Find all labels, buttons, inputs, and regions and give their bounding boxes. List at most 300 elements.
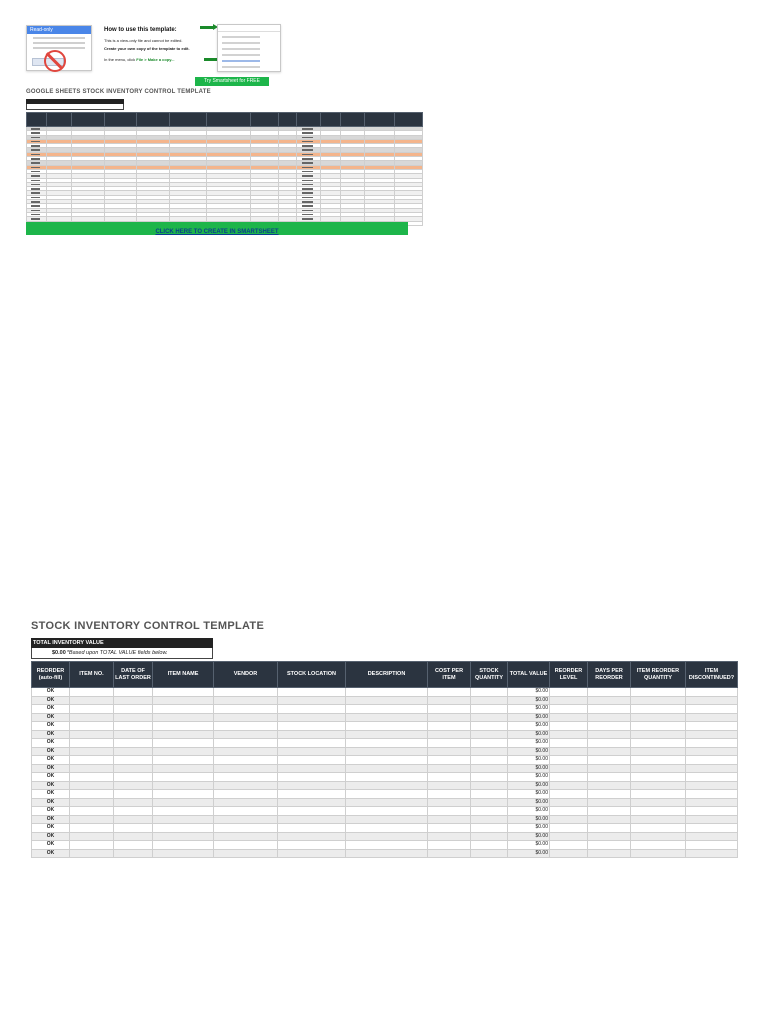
table-cell[interactable] [214, 739, 278, 748]
total-value-cell[interactable]: $0.00 [508, 798, 550, 807]
total-value-cell[interactable]: $0.00 [508, 773, 550, 782]
table-cell[interactable] [588, 756, 631, 765]
table-cell[interactable] [631, 713, 686, 722]
table-cell[interactable] [588, 824, 631, 833]
table-cell[interactable] [214, 756, 278, 765]
total-value-cell[interactable]: $0.00 [508, 730, 550, 739]
table-cell[interactable] [70, 807, 114, 816]
table-cell[interactable] [153, 756, 214, 765]
table-cell[interactable] [471, 705, 508, 714]
table-cell[interactable] [214, 688, 278, 697]
table-cell[interactable] [686, 696, 738, 705]
table-cell[interactable] [346, 722, 428, 731]
table-cell[interactable] [114, 798, 153, 807]
reorder-status-cell[interactable]: OK [32, 790, 70, 799]
table-cell[interactable] [114, 781, 153, 790]
table-cell[interactable] [631, 790, 686, 799]
column-header[interactable]: REORDER LEVEL [550, 662, 588, 688]
total-value-cell[interactable]: $0.00 [508, 832, 550, 841]
reorder-status-cell[interactable]: OK [32, 756, 70, 765]
table-cell[interactable] [588, 781, 631, 790]
table-cell[interactable] [214, 841, 278, 850]
table-cell[interactable] [346, 739, 428, 748]
table-cell[interactable] [346, 798, 428, 807]
table-cell[interactable] [550, 764, 588, 773]
column-header[interactable]: STOCK QUANTITY [471, 662, 508, 688]
reorder-status-cell[interactable]: OK [32, 815, 70, 824]
table-cell[interactable] [70, 747, 114, 756]
table-cell[interactable] [114, 790, 153, 799]
table-cell[interactable] [153, 696, 214, 705]
table-cell[interactable] [214, 849, 278, 858]
table-cell[interactable] [346, 773, 428, 782]
table-cell[interactable] [346, 747, 428, 756]
table-cell[interactable] [114, 722, 153, 731]
table-cell[interactable] [153, 832, 214, 841]
table-cell[interactable] [631, 773, 686, 782]
table-cell[interactable] [278, 739, 346, 748]
table-cell[interactable] [214, 824, 278, 833]
table-cell[interactable] [278, 764, 346, 773]
table-cell[interactable] [153, 773, 214, 782]
table-cell[interactable] [153, 815, 214, 824]
table-cell[interactable] [278, 730, 346, 739]
table-cell[interactable] [686, 824, 738, 833]
reorder-status-cell[interactable]: OK [32, 730, 70, 739]
table-cell[interactable] [346, 696, 428, 705]
reorder-status-cell[interactable]: OK [32, 832, 70, 841]
reorder-status-cell[interactable]: OK [32, 781, 70, 790]
table-cell[interactable] [631, 824, 686, 833]
total-value-cell[interactable]: $0.00 [508, 849, 550, 858]
table-cell[interactable] [153, 781, 214, 790]
table-cell[interactable] [550, 756, 588, 765]
table-cell[interactable] [70, 739, 114, 748]
table-cell[interactable] [686, 705, 738, 714]
table-cell[interactable] [550, 790, 588, 799]
column-header[interactable]: COST PER ITEM [428, 662, 471, 688]
table-cell[interactable] [686, 773, 738, 782]
column-header[interactable]: STOCK LOCATION [278, 662, 346, 688]
total-value-cell[interactable]: $0.00 [508, 739, 550, 748]
table-cell[interactable] [686, 756, 738, 765]
table-cell[interactable] [588, 747, 631, 756]
table-cell[interactable] [471, 722, 508, 731]
table-cell[interactable] [631, 764, 686, 773]
table-cell[interactable] [686, 688, 738, 697]
table-cell[interactable] [278, 713, 346, 722]
column-header[interactable]: VENDOR [214, 662, 278, 688]
table-cell[interactable] [588, 696, 631, 705]
table-cell[interactable] [278, 798, 346, 807]
table-cell[interactable] [471, 730, 508, 739]
table-cell[interactable] [70, 688, 114, 697]
reorder-status-cell[interactable]: OK [32, 713, 70, 722]
reorder-status-cell[interactable]: OK [32, 747, 70, 756]
table-cell[interactable] [70, 841, 114, 850]
table-cell[interactable] [428, 688, 471, 697]
table-cell[interactable] [114, 773, 153, 782]
table-cell[interactable] [550, 747, 588, 756]
table-cell[interactable] [70, 705, 114, 714]
table-cell[interactable] [428, 807, 471, 816]
table-cell[interactable] [631, 747, 686, 756]
column-header[interactable]: DAYS PER REORDER [588, 662, 631, 688]
table-cell[interactable] [278, 773, 346, 782]
table-cell[interactable] [686, 815, 738, 824]
table-cell[interactable] [153, 764, 214, 773]
reorder-status-cell[interactable]: OK [32, 824, 70, 833]
table-cell[interactable] [153, 790, 214, 799]
table-cell[interactable] [471, 807, 508, 816]
reorder-status-cell[interactable]: OK [32, 722, 70, 731]
column-header[interactable]: ITEM REORDER QUANTITY [631, 662, 686, 688]
total-value-cell[interactable]: $0.00 [508, 815, 550, 824]
table-cell[interactable] [428, 730, 471, 739]
table-cell[interactable] [214, 713, 278, 722]
table-cell[interactable] [471, 696, 508, 705]
table-cell[interactable] [114, 739, 153, 748]
reorder-status-cell[interactable]: OK [32, 841, 70, 850]
column-header[interactable]: DATE OF LAST ORDER [114, 662, 153, 688]
table-cell[interactable] [214, 832, 278, 841]
table-cell[interactable] [278, 849, 346, 858]
table-cell[interactable] [346, 764, 428, 773]
table-cell[interactable] [471, 688, 508, 697]
table-cell[interactable] [631, 722, 686, 731]
table-cell[interactable] [550, 824, 588, 833]
reorder-status-cell[interactable]: OK [32, 798, 70, 807]
table-cell[interactable] [70, 815, 114, 824]
table-cell[interactable] [70, 790, 114, 799]
column-header[interactable]: ITEM DISCONTINUED? [686, 662, 738, 688]
table-cell[interactable] [114, 807, 153, 816]
table-cell[interactable] [588, 849, 631, 858]
table-cell[interactable] [471, 790, 508, 799]
table-cell[interactable] [214, 790, 278, 799]
table-cell[interactable] [153, 841, 214, 850]
table-cell[interactable] [278, 756, 346, 765]
table-cell[interactable] [428, 781, 471, 790]
table-cell[interactable] [346, 781, 428, 790]
table-cell[interactable] [471, 841, 508, 850]
table-cell[interactable] [686, 790, 738, 799]
table-cell[interactable] [153, 730, 214, 739]
column-header[interactable]: TOTAL VALUE [508, 662, 550, 688]
table-cell[interactable] [588, 815, 631, 824]
table-cell[interactable] [631, 688, 686, 697]
table-cell[interactable] [153, 688, 214, 697]
table-cell[interactable] [278, 705, 346, 714]
table-cell[interactable] [278, 696, 346, 705]
table-cell[interactable] [278, 824, 346, 833]
table-cell[interactable] [214, 764, 278, 773]
table-cell[interactable] [70, 832, 114, 841]
try-smartsheet-button[interactable]: Try Smartsheet for FREE [195, 77, 269, 86]
table-cell[interactable] [471, 773, 508, 782]
reorder-status-cell[interactable]: OK [32, 696, 70, 705]
table-cell[interactable] [428, 798, 471, 807]
table-cell[interactable] [428, 832, 471, 841]
table-cell[interactable] [686, 730, 738, 739]
total-value-cell[interactable]: $0.00 [508, 764, 550, 773]
column-header[interactable]: DESCRIPTION [346, 662, 428, 688]
table-cell[interactable] [70, 713, 114, 722]
table-cell[interactable] [631, 841, 686, 850]
total-value-cell[interactable]: $0.00 [508, 781, 550, 790]
table-cell[interactable] [588, 722, 631, 731]
table-cell[interactable] [70, 798, 114, 807]
reorder-status-cell[interactable]: OK [32, 688, 70, 697]
table-cell[interactable] [631, 815, 686, 824]
table-cell[interactable] [70, 730, 114, 739]
total-value-cell[interactable]: $0.00 [508, 713, 550, 722]
table-cell[interactable] [114, 832, 153, 841]
table-cell[interactable] [471, 739, 508, 748]
table-cell[interactable] [114, 730, 153, 739]
table-cell[interactable] [153, 713, 214, 722]
table-cell[interactable] [114, 705, 153, 714]
table-cell[interactable] [471, 849, 508, 858]
table-cell[interactable] [550, 713, 588, 722]
table-cell[interactable] [153, 705, 214, 714]
table-cell[interactable] [346, 849, 428, 858]
table-cell[interactable] [588, 773, 631, 782]
table-cell[interactable] [686, 747, 738, 756]
table-cell[interactable] [686, 739, 738, 748]
table-cell[interactable] [471, 713, 508, 722]
column-header[interactable]: REORDER (auto-fill) [32, 662, 70, 688]
table-cell[interactable] [588, 807, 631, 816]
table-cell[interactable] [631, 781, 686, 790]
table-cell[interactable] [153, 739, 214, 748]
total-value-cell[interactable]: $0.00 [508, 756, 550, 765]
table-cell[interactable] [550, 841, 588, 850]
table-cell[interactable] [428, 824, 471, 833]
table-cell[interactable] [428, 705, 471, 714]
table-cell[interactable] [214, 773, 278, 782]
table-cell[interactable] [70, 781, 114, 790]
table-cell[interactable] [631, 730, 686, 739]
table-cell[interactable] [346, 841, 428, 850]
table-cell[interactable] [70, 849, 114, 858]
table-cell[interactable] [346, 824, 428, 833]
table-cell[interactable] [278, 781, 346, 790]
table-cell[interactable] [278, 722, 346, 731]
table-cell[interactable] [214, 696, 278, 705]
table-cell[interactable] [550, 696, 588, 705]
table-cell[interactable] [70, 764, 114, 773]
preview-title: GOOGLE SHEETS STOCK INVENTORY CONTROL TEMPLATE [26, 89, 211, 95]
table-cell[interactable] [588, 730, 631, 739]
table-cell[interactable] [631, 739, 686, 748]
table-cell[interactable] [153, 807, 214, 816]
table-cell[interactable] [631, 849, 686, 858]
table-cell[interactable] [214, 730, 278, 739]
table-cell[interactable] [346, 807, 428, 816]
table-cell[interactable] [114, 688, 153, 697]
table-cell[interactable] [278, 841, 346, 850]
table-cell[interactable] [114, 713, 153, 722]
table-cell[interactable] [70, 824, 114, 833]
table-cell[interactable] [588, 688, 631, 697]
table-cell[interactable] [278, 790, 346, 799]
table-cell[interactable] [588, 764, 631, 773]
table-cell[interactable] [686, 807, 738, 816]
table-cell[interactable] [153, 798, 214, 807]
table-cell[interactable] [114, 747, 153, 756]
table-cell[interactable] [631, 832, 686, 841]
table-cell[interactable] [471, 747, 508, 756]
table-cell[interactable] [214, 747, 278, 756]
table-cell[interactable] [550, 832, 588, 841]
table-cell[interactable] [428, 790, 471, 799]
table-cell[interactable] [428, 756, 471, 765]
table-cell[interactable] [428, 739, 471, 748]
table-cell[interactable] [471, 815, 508, 824]
table-cell[interactable] [428, 713, 471, 722]
table-cell[interactable] [686, 713, 738, 722]
table-cell[interactable] [471, 824, 508, 833]
table-cell[interactable] [686, 764, 738, 773]
table-cell[interactable] [686, 849, 738, 858]
table-cell[interactable] [346, 756, 428, 765]
table-cell[interactable] [114, 815, 153, 824]
table-cell[interactable] [70, 696, 114, 705]
table-cell[interactable] [153, 722, 214, 731]
table-cell[interactable] [550, 705, 588, 714]
table-cell[interactable] [471, 781, 508, 790]
table-cell[interactable] [550, 849, 588, 858]
table-cell[interactable] [114, 696, 153, 705]
table-cell[interactable] [214, 722, 278, 731]
table-cell[interactable] [114, 756, 153, 765]
table-cell[interactable] [631, 696, 686, 705]
table-cell[interactable] [428, 815, 471, 824]
table-cell[interactable] [214, 807, 278, 816]
total-value-cell[interactable]: $0.00 [508, 841, 550, 850]
table-cell[interactable] [428, 849, 471, 858]
table-cell[interactable] [588, 798, 631, 807]
table-cell[interactable] [550, 688, 588, 697]
reorder-status-cell[interactable]: OK [32, 849, 70, 858]
table-cell[interactable] [428, 841, 471, 850]
table-cell[interactable] [153, 824, 214, 833]
table-cell[interactable] [278, 688, 346, 697]
total-value-cell[interactable]: $0.00 [508, 824, 550, 833]
table-cell[interactable] [588, 705, 631, 714]
table-cell[interactable] [631, 756, 686, 765]
table-cell[interactable] [278, 807, 346, 816]
table-cell[interactable] [153, 747, 214, 756]
table-cell[interactable] [631, 798, 686, 807]
create-in-smartsheet-link[interactable]: CLICK HERE TO CREATE IN SMARTSHEET [155, 229, 279, 235]
table-cell[interactable] [346, 705, 428, 714]
table-cell[interactable] [70, 722, 114, 731]
table-cell[interactable] [686, 722, 738, 731]
table-cell[interactable] [428, 722, 471, 731]
reorder-status-cell[interactable]: OK [32, 764, 70, 773]
table-cell[interactable] [153, 849, 214, 858]
table-cell[interactable] [550, 739, 588, 748]
table-cell[interactable] [278, 832, 346, 841]
table-cell[interactable] [346, 688, 428, 697]
table-cell[interactable] [550, 730, 588, 739]
total-inventory-value-cell[interactable] [31, 648, 213, 659]
table-cell[interactable] [114, 849, 153, 858]
table-cell[interactable] [471, 756, 508, 765]
table-cell[interactable] [471, 798, 508, 807]
total-value-cell[interactable]: $0.00 [508, 688, 550, 697]
table-cell[interactable] [631, 705, 686, 714]
reorder-status-cell[interactable]: OK [32, 705, 70, 714]
table-cell[interactable] [346, 815, 428, 824]
create-in-smartsheet-banner [26, 222, 408, 235]
total-value-cell[interactable]: $0.00 [508, 722, 550, 731]
table-cell[interactable] [428, 773, 471, 782]
table-cell[interactable] [346, 730, 428, 739]
table-cell[interactable] [631, 807, 686, 816]
total-value-cell[interactable]: $0.00 [508, 696, 550, 705]
table-cell[interactable] [214, 798, 278, 807]
table-cell[interactable] [550, 815, 588, 824]
table-cell[interactable] [278, 815, 346, 824]
table-cell[interactable] [471, 832, 508, 841]
table-cell[interactable] [214, 705, 278, 714]
table-cell[interactable] [588, 841, 631, 850]
table-cell[interactable] [588, 739, 631, 748]
table-cell[interactable] [686, 798, 738, 807]
table-cell[interactable] [550, 781, 588, 790]
table-cell[interactable] [588, 832, 631, 841]
table-cell[interactable] [588, 790, 631, 799]
table-cell[interactable] [70, 773, 114, 782]
table-cell[interactable] [278, 747, 346, 756]
table-cell[interactable] [346, 790, 428, 799]
total-value-cell[interactable]: $0.00 [508, 790, 550, 799]
total-value-cell[interactable]: $0.00 [508, 747, 550, 756]
table-cell[interactable] [550, 807, 588, 816]
total-value-cell[interactable]: $0.00 [508, 807, 550, 816]
table-cell[interactable] [346, 832, 428, 841]
table-cell[interactable] [686, 841, 738, 850]
column-header[interactable]: ITEM NO. [70, 662, 114, 688]
table-cell[interactable] [686, 781, 738, 790]
reorder-status-cell[interactable]: OK [32, 739, 70, 748]
table-cell[interactable] [550, 773, 588, 782]
table-cell[interactable] [550, 798, 588, 807]
table-row [32, 747, 738, 756]
table-cell[interactable] [214, 815, 278, 824]
table-cell[interactable] [686, 832, 738, 841]
total-value-cell[interactable]: $0.00 [508, 705, 550, 714]
table-cell[interactable] [588, 713, 631, 722]
table-cell[interactable] [428, 696, 471, 705]
table-cell[interactable] [114, 824, 153, 833]
table-cell[interactable] [346, 713, 428, 722]
table-cell[interactable] [428, 764, 471, 773]
table-cell[interactable] [471, 764, 508, 773]
table-cell[interactable] [114, 841, 153, 850]
reorder-status-cell[interactable]: OK [32, 773, 70, 782]
table-cell[interactable] [214, 781, 278, 790]
table-cell[interactable] [428, 747, 471, 756]
table-cell[interactable] [70, 756, 114, 765]
table-cell[interactable] [114, 764, 153, 773]
column-header[interactable]: ITEM NAME [153, 662, 214, 688]
reorder-status-cell[interactable]: OK [32, 807, 70, 816]
table-cell[interactable] [550, 722, 588, 731]
